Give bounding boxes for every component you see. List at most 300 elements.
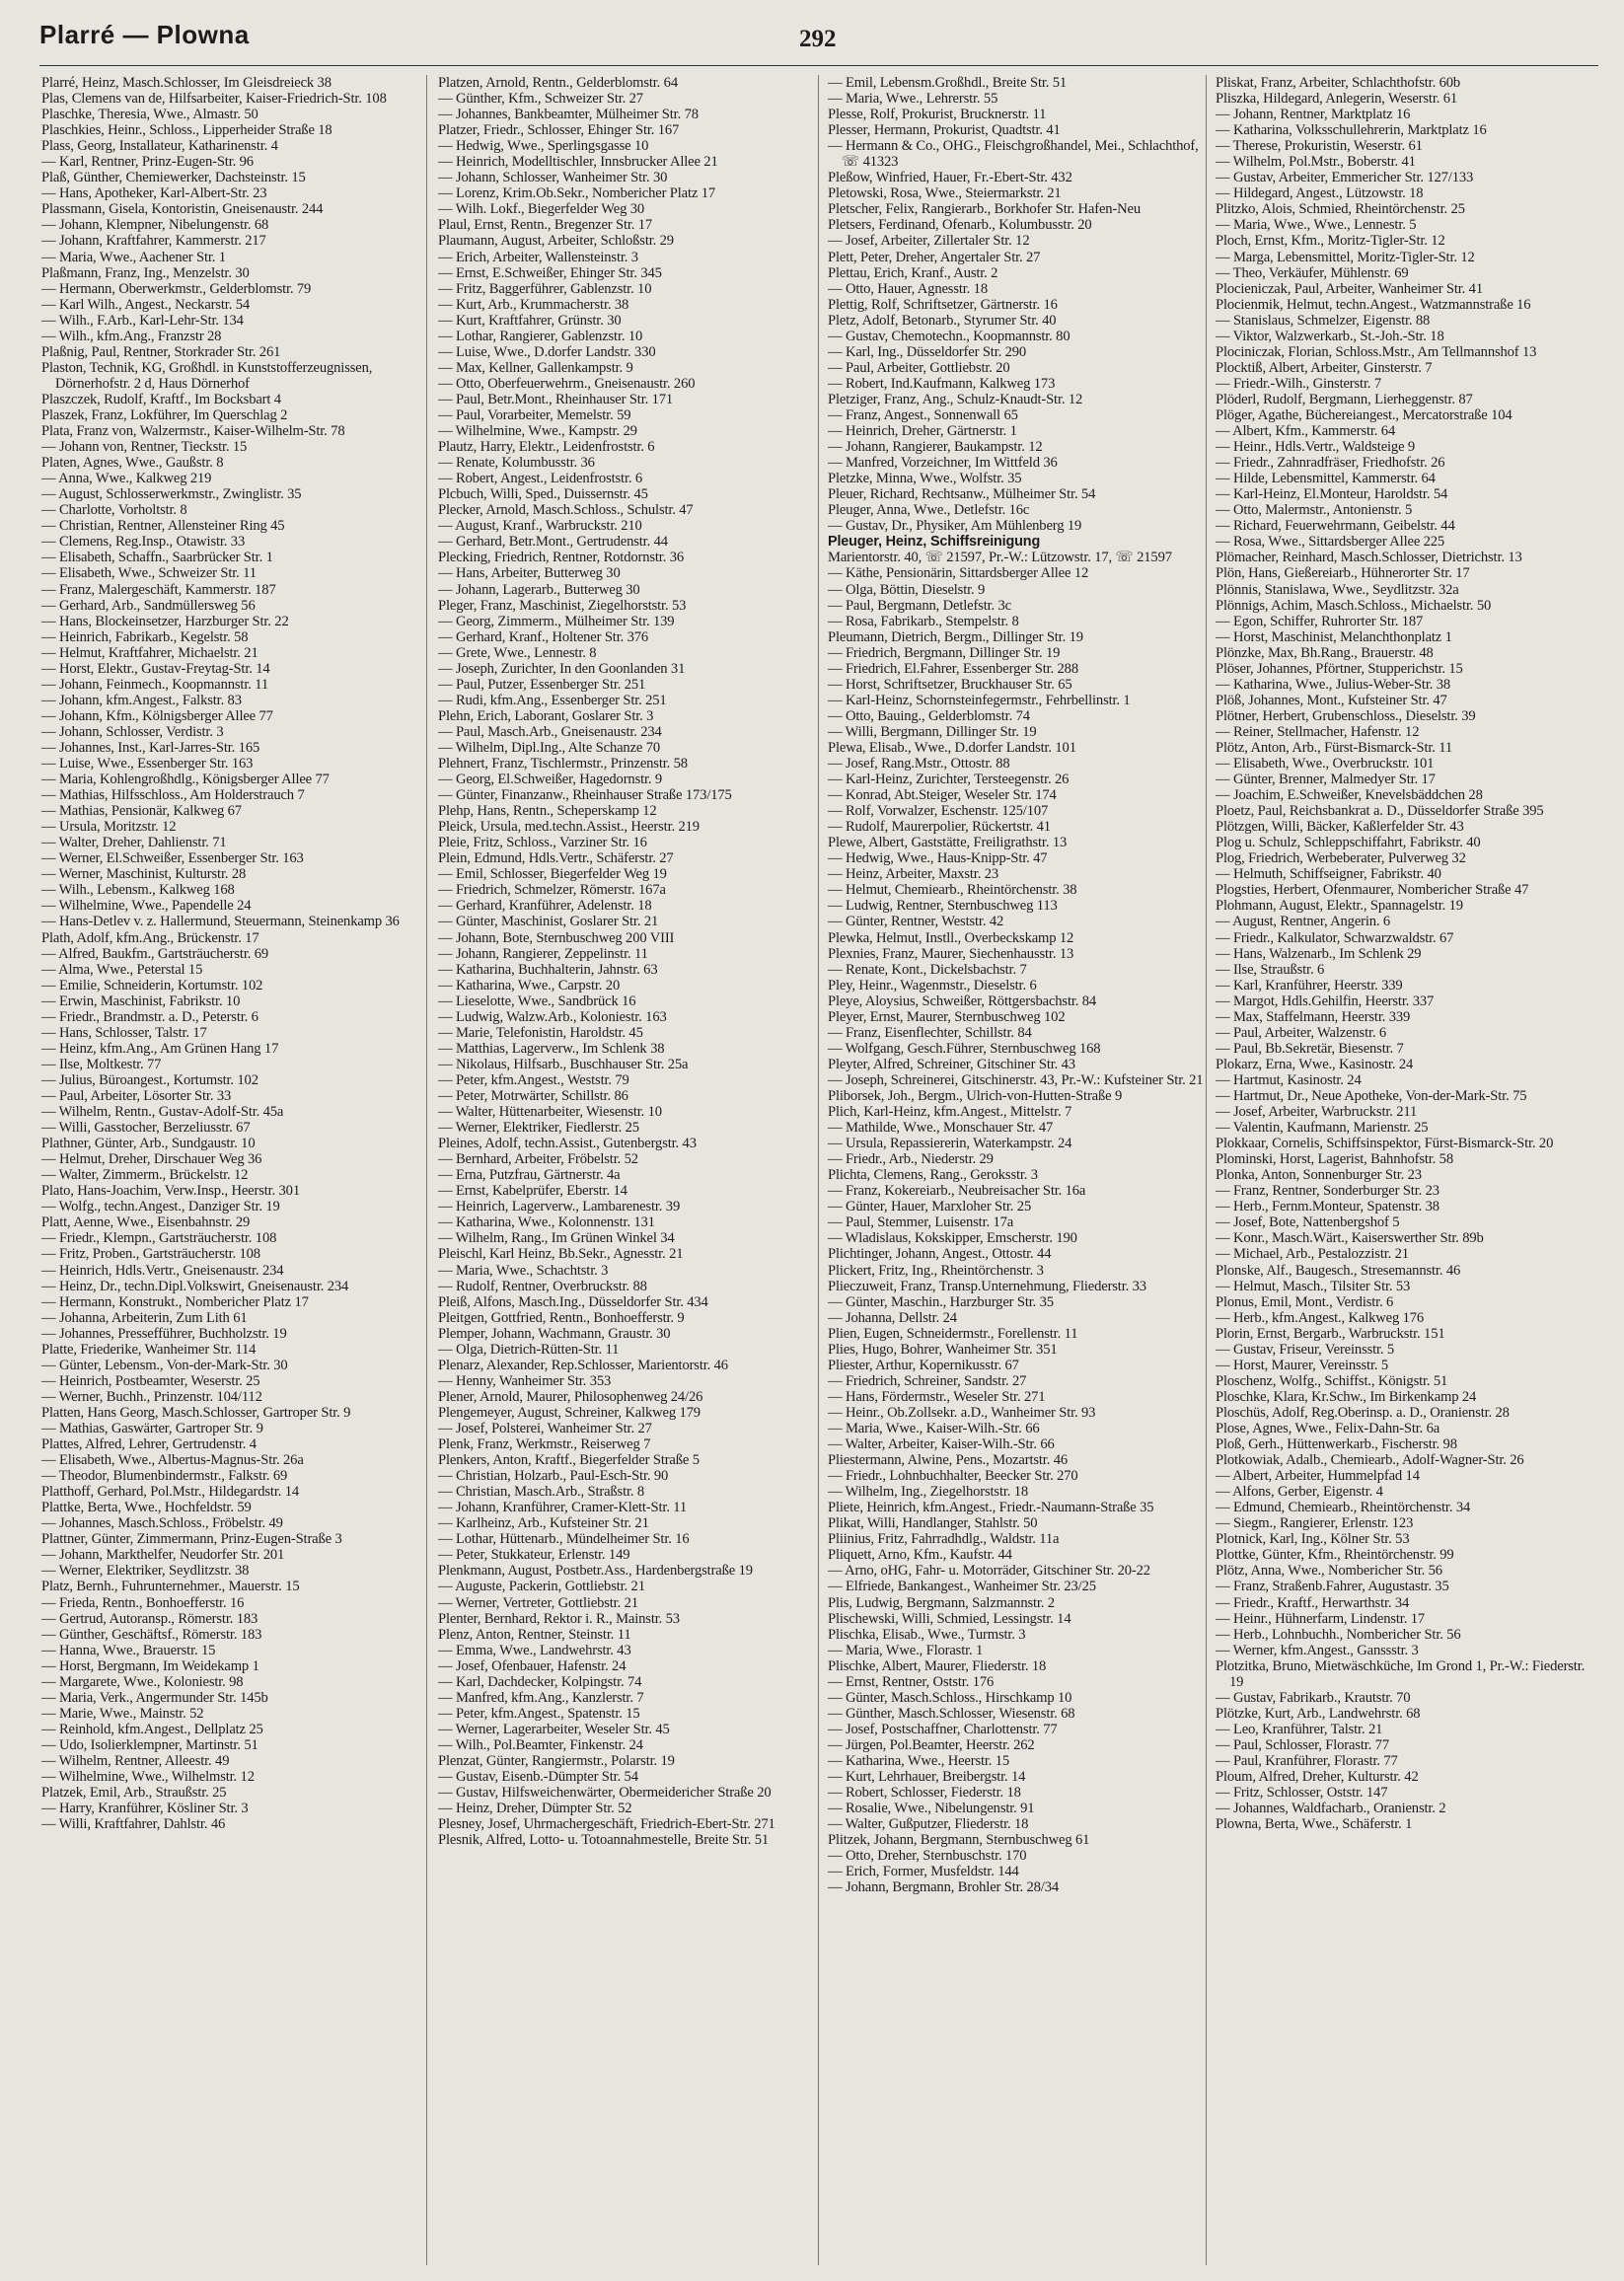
directory-entry: — Georg, El.Schweißer, Hagedornstr. 9	[438, 772, 663, 788]
directory-entry: Plaschkies, Heinr., Schloss., Lipperheider Straße 18	[41, 122, 332, 139]
directory-entry: Plötz, Anton, Arb., Fürst-Bismarck-Str. 11	[1216, 739, 1453, 756]
directory-entry: — Johann, Kranführer, Cramer-Klett-Str. 11	[438, 1500, 688, 1516]
directory-entry: Plaßmann, Franz, Ing., Menzelstr. 30	[41, 264, 250, 281]
directory-entry: — Paul, Arbeiter, Walzenstr. 6	[1216, 1024, 1387, 1041]
directory-entry: — Mathilde, Wwe., Monschauer Str. 47	[828, 1120, 1054, 1137]
directory-entry: — Franz, Kokereiarb., Neubreisacher Str. 16a	[828, 1183, 1086, 1200]
directory-entry: Plehn, Erich, Laborant, Goslarer Str. 3	[438, 707, 654, 724]
directory-entry: — Ernst, E.Schweißer, Ehinger Str. 345	[438, 264, 662, 281]
directory-entry: Plettau, Erich, Kranf., Austr. 2	[828, 264, 998, 281]
directory-entry: — Wilh. Lokf., Biegerfelder Weg 30	[438, 201, 645, 218]
directory-entry: — Gustav, Fabrikarb., Krautstr. 70	[1216, 1689, 1411, 1706]
directory-entry: — Werner, Elektriker, Seydlitzstr. 38	[41, 1563, 250, 1580]
directory-entry: Platt, Aenne, Wwe., Eisenbahnstr. 29	[41, 1214, 251, 1231]
directory-entry: Plato, Hans-Joachim, Verw.Insp., Heerstr. 301	[41, 1183, 300, 1200]
directory-entry: — Fritz, Schlosser, Oststr. 147	[1216, 1785, 1388, 1802]
directory-entry: — Johann, Schlosser, Wanheimer Str. 30	[438, 170, 668, 186]
column-divider	[1206, 75, 1207, 2265]
directory-entry: — Josef, Arbeiter, Warbruckstr. 211	[1216, 1104, 1418, 1121]
directory-entry: — Rosalie, Wwe., Nibelungenstr. 91	[828, 1801, 1035, 1817]
directory-entry: — Renate, Kont., Dickelsbachstr. 7	[828, 961, 1027, 978]
directory-entry: Plohmann, August, Elektr., Spannagelstr. 19	[1216, 898, 1463, 915]
directory-entry: — Günther, Geschäftsf., Römerstr. 183	[41, 1626, 262, 1643]
directory-entry: — Günter, Rentner, Weststr. 42	[828, 914, 1004, 930]
directory-entry: Plowna, Berta, Wwe., Schäferstr. 1	[1216, 1816, 1413, 1833]
directory-entry: — Siegm., Rangierer, Erlenstr. 123	[1216, 1515, 1414, 1532]
directory-entry: — Heinz, Dr., techn.Dipl.Volkswirt, Gneisenaustr. 234	[41, 1278, 349, 1294]
directory-entry: — Josef, Bote, Nattenbergshof 5	[1216, 1214, 1400, 1231]
directory-entry: — Johann, kfm.Angest., Falkstr. 83	[41, 692, 242, 708]
directory-entry: — Gertrud, Autoransp., Römerstr. 183	[41, 1610, 258, 1627]
directory-entry: — Max, Kellner, Gallenkampstr. 9	[438, 359, 633, 376]
directory-entry: — Robert, Angest., Leidenfroststr. 6	[438, 471, 642, 487]
directory-entry: — Otto, Malermstr., Antonienstr. 5	[1216, 502, 1413, 519]
directory-entry: Platzer, Friedr., Schlosser, Ehinger Str. 167	[438, 122, 680, 139]
directory-entry: — Lothar, Rangierer, Gablenzstr. 10	[438, 328, 643, 344]
directory-entry: — Manfred, Vorzeichner, Im Wittfeld 36	[828, 455, 1058, 472]
directory-entry: — Walter, Dreher, Dahlienstr. 71	[41, 835, 227, 851]
directory-entry: — Herb., Lohnbuchh., Nombericher Str. 56	[1216, 1626, 1461, 1643]
directory-entry: — Karl, Rentner, Prinz-Eugen-Str. 96	[41, 154, 254, 171]
directory-entry: — Josef, Rang.Mstr., Ottostr. 88	[828, 756, 1010, 773]
directory-entry: Plesser, Hermann, Prokurist, Quadtstr. 41	[828, 122, 1061, 139]
directory-entry: — Ernst, Kabelprüfer, Eberstr. 14	[438, 1183, 627, 1200]
directory-entry: Pletowski, Rosa, Wwe., Steiermarkstr. 21	[828, 185, 1062, 202]
directory-entry: Plotzitka, Bruno, Mietwäschküche, Im Grond 1, Pr.-W.: Fiederstr. 19	[1216, 1657, 1586, 1690]
directory-entry: Plenter, Bernhard, Rektor i. R., Mainstr. 53	[438, 1610, 680, 1627]
directory-entry: — Georg, Zimmerm., Mülheimer Str. 139	[438, 613, 675, 629]
page-header	[39, 20, 1598, 61]
directory-entry: Plenkers, Anton, Kraftf., Biegerfelder Straße 5	[438, 1452, 700, 1469]
directory-entry: Plocienmik, Helmut, techn.Angest., Watzmannstraße 16	[1216, 296, 1531, 313]
directory-entry: Plitzko, Alois, Schmied, Rheintörchenstr. 25	[1216, 201, 1465, 218]
directory-entry: — Elisabeth, Wwe., Schweizer Str. 11	[41, 565, 257, 582]
directory-entry: Plottke, Günter, Kfm., Rheintörchenstr. 99	[1216, 1547, 1454, 1564]
directory-entry: — Wilhelm, Rentner, Alleestr. 49	[41, 1752, 230, 1769]
directory-entry: — Heinr., Ob.Zollsekr. a.D., Wanheimer Str. 93	[828, 1404, 1096, 1421]
directory-entry: — Paul, Stemmer, Luisenstr. 17a	[828, 1214, 1014, 1231]
directory-entry: — Paul, Betr.Mont., Rheinhauser Str. 171	[438, 391, 674, 407]
directory-entry: — Viktor, Walzwerkarb., St.-Joh.-Str. 18	[1216, 328, 1444, 344]
directory-entry: — Otto, Hauer, Agnesstr. 18	[828, 280, 988, 297]
directory-entry: — Katharina, Wwe., Heerstr. 15	[828, 1752, 1010, 1769]
directory-entry: — Franz, Straßenb.Fahrer, Augustastr. 35	[1216, 1579, 1449, 1595]
directory-entry: Plien, Eugen, Schneidermstr., Forellenstr. 11	[828, 1325, 1078, 1342]
directory-entry: — Johanna, Dellstr. 24	[828, 1309, 957, 1326]
directory-entry: — Manfred, kfm.Ang., Kanzlerstr. 7	[438, 1689, 644, 1706]
directory-entry: Plaul, Ernst, Rentn., Bregenzer Str. 17	[438, 217, 653, 234]
directory-entry: — Maria, Wwe., Florastr. 1	[828, 1642, 984, 1658]
directory-entry: — Werner, Buchh., Prinzenstr. 104/112	[41, 1388, 262, 1405]
directory-entry: Plitzek, Johann, Bergmann, Sternbuschweg 61	[828, 1832, 1090, 1849]
directory-entry: — Albert, Kfm., Kammerstr. 64	[1216, 423, 1396, 440]
directory-entry: — Lothar, Hüttenarb., Mündelheimer Str. 16	[438, 1531, 690, 1548]
directory-entry: — Johann, Bote, Sternbuschweg 200 VIII	[438, 929, 675, 946]
directory-entry: Plogsties, Herbert, Ofenmaurer, Nombericher Straße 47	[1216, 882, 1529, 899]
directory-entry: — Richard, Feuerwehrmann, Geibelstr. 44	[1216, 518, 1455, 535]
directory-entry: — Wilh., Lebensm., Kalkweg 168	[41, 882, 235, 899]
directory-entry: — Werner, Maschinist, Kulturstr. 28	[41, 866, 247, 883]
directory-entry: — Fritz, Baggerführer, Gablenzstr. 10	[438, 280, 652, 297]
directory-entry: — August, Schlosserwerkmstr., Zwinglistr. 35	[41, 486, 302, 503]
directory-entry: Plich, Karl-Heinz, kfm.Angest., Mittelstr. 7	[828, 1104, 1072, 1121]
column-2	[438, 75, 823, 2265]
directory-entry: Plcbuch, Willi, Sped., Duissernstr. 45	[438, 486, 648, 503]
directory-entry: Plenzat, Günter, Rangiermstr., Polarstr. 19	[438, 1752, 675, 1769]
directory-entry: — Ludwig, Rentner, Sternbuschweg 113	[828, 898, 1058, 915]
directory-entry: Platen, Agnes, Wwe., Gaußstr. 8	[41, 455, 224, 472]
directory-entry: Pliszka, Hildegard, Anlegerin, Weserstr. 61	[1216, 91, 1458, 108]
directory-entry: Plönzke, Max, Bh.Rang., Brauerstr. 48	[1216, 644, 1434, 661]
directory-entry: — Peter, kfm.Angest., Spatenstr. 15	[438, 1705, 640, 1722]
directory-entry: — Otto, Dreher, Sternbuschstr. 170	[828, 1848, 1027, 1865]
directory-entry: — Erich, Arbeiter, Wallensteinstr. 3	[438, 249, 638, 265]
directory-entry: Plenk, Franz, Werkmstr., Reiserweg 7	[438, 1436, 651, 1453]
directory-entry: — Lorenz, Krim.Ob.Sekr., Nombericher Platz 17	[438, 185, 715, 202]
directory-entry: — Wolfg., techn.Angest., Danziger Str. 19	[41, 1199, 280, 1215]
directory-entry: — Wilhelm, Rentn., Gustav-Adolf-Str. 45a	[41, 1104, 284, 1121]
directory-entry: Platzen, Arnold, Rentn., Gelderblomstr. 64	[438, 75, 678, 91]
directory-entry: — Kurt, Arb., Krummacherstr. 38	[438, 296, 629, 313]
directory-entry: — Friedr., Kalkulator, Schwarzwaldstr. 67	[1216, 929, 1454, 946]
directory-entry: Plotnick, Karl, Ing., Kölner Str. 53	[1216, 1531, 1410, 1548]
directory-entry: Plichtinger, Johann, Angest., Ottostr. 44	[828, 1246, 1052, 1263]
directory-entry: — Peter, Stukkateur, Erlenstr. 149	[438, 1547, 630, 1564]
directory-entry: — Wilhelm, Pol.Mstr., Boberstr. 41	[1216, 154, 1416, 171]
directory-entry: — Gustav, Hilfsweichenwärter, Obermeidericher Straße 20	[438, 1785, 772, 1802]
directory-entry: Plonske, Alf., Baugesch., Stresemannstr. 46	[1216, 1262, 1461, 1279]
directory-entry: — Elisabeth, Wwe., Albertus-Magnus-Str. 26a	[41, 1452, 304, 1469]
header-rule	[39, 65, 1598, 66]
directory-entry: — Walter, Arbeiter, Kaiser-Wilh.-Str. 66	[828, 1436, 1055, 1453]
directory-entry: Plener, Arnold, Maurer, Philosophenweg 24/26	[438, 1388, 703, 1405]
directory-entry: — August, Kranf., Warbruckstr. 210	[438, 518, 642, 535]
directory-entry: — Hanna, Wwe., Brauerstr. 15	[41, 1642, 216, 1658]
directory-entry: — Horst, Maurer, Vereinsstr. 5	[1216, 1357, 1389, 1373]
directory-entry: — Joachim, E.Schweißer, Knevelsbäddchen 28	[1216, 787, 1483, 804]
directory-entry: Plötzke, Kurt, Arb., Landwehrstr. 68	[1216, 1705, 1421, 1722]
directory-entry: Plexnies, Franz, Maurer, Siechenhausstr. 13	[828, 945, 1074, 962]
directory-entry: — Alma, Wwe., Peterstal 15	[41, 961, 203, 978]
directory-entry: Pletz, Adolf, Betonarb., Styrumer Str. 40	[828, 312, 1057, 329]
directory-entry: Pletzke, Minna, Wwe., Wolfstr. 35	[828, 471, 1022, 487]
directory-entry: Plöser, Johannes, Pförtner, Stupperichstr. 15	[1216, 660, 1463, 677]
directory-entry: Plönnigs, Achim, Masch.Schloss., Michaelstr. 50	[1216, 597, 1492, 614]
directory-entry: — Maria, Wwe., Aachener Str. 1	[41, 249, 226, 265]
directory-entry: — Josef, Arbeiter, Zillertaler Str. 12	[828, 233, 1030, 250]
directory-entry: — Heinrich, Hdls.Vertr., Gneisenaustr. 234	[41, 1262, 284, 1279]
directory-entry: — Peter, kfm.Angest., Weststr. 79	[438, 1071, 629, 1088]
directory-entry: Pleuger, Anna, Wwe., Detlefstr. 16c	[828, 502, 1030, 519]
directory-entry: — Katharina, Wwe., Julius-Weber-Str. 38	[1216, 676, 1451, 693]
directory-entry: Pliborsek, Joh., Bergm., Ulrich-von-Hutten-Straße 9	[828, 1088, 1123, 1104]
directory-entry: Plön, Hans, Gießereiarb., Hühnerorter Str. 17	[1216, 565, 1470, 582]
directory-entry: — Arno, oHG, Fahr- u. Motorräder, Gitschiner Str. 20-22	[828, 1563, 1150, 1580]
running-head: Plarré — Plowna	[39, 20, 250, 49]
directory-entry: — Walter, Gußputzer, Fliederstr. 18	[828, 1816, 1029, 1833]
directory-entry: — Gerhard, Arb., Sandmüllersweg 56	[41, 597, 256, 614]
directory-entry: Ploschenz, Wolfg., Schiffst., Königstr. 51	[1216, 1372, 1448, 1389]
directory-entry: Plickert, Fritz, Ing., Rheintörchenstr. 3	[828, 1262, 1044, 1279]
directory-entry: — Heinrich, Fabrikarb., Kegelstr. 58	[41, 628, 249, 645]
directory-entry: — Werner, Vertreter, Gottliebstr. 21	[438, 1594, 638, 1611]
directory-entry: — Karlheinz, Arb., Kufsteiner Str. 21	[438, 1515, 649, 1532]
directory-entry: Plöderl, Rudolf, Bergmann, Lierheggenstr. 87	[1216, 391, 1473, 407]
directory-entry: Pleger, Franz, Maschinist, Ziegelhorststr. 53	[438, 597, 687, 614]
directory-entry: Pleischl, Karl Heinz, Bb.Sekr., Agnesstr. 21	[438, 1246, 684, 1263]
directory-entry: Plathner, Günter, Arb., Sundgaustr. 10	[41, 1136, 256, 1152]
directory-entry: Ploch, Ernst, Kfm., Moritz-Tigler-Str. 12	[1216, 233, 1445, 250]
directory-entry: — Franz, Angest., Sonnenwall 65	[828, 406, 1018, 423]
directory-entry: — Valentin, Kaufmann, Marienstr. 25	[1216, 1120, 1429, 1137]
directory-entry: — Wolfgang, Gesch.Führer, Sternbuschweg 168	[828, 1040, 1101, 1057]
directory-entry: Plog u. Schulz, Schleppschiffahrt, Fabrikstr. 40	[1216, 835, 1481, 851]
directory-entry: Plenz, Anton, Rentner, Steinstr. 11	[438, 1626, 631, 1643]
directory-entry: — Paul, Kranführer, Florastr. 77	[1216, 1752, 1398, 1769]
directory-entry: — Therese, Prokuristin, Weserstr. 61	[1216, 138, 1423, 155]
directory-entry: Pleuger, Heinz, Schiffsreinigung	[828, 534, 1041, 551]
directory-entry: — Werner, Elektriker, Fiedlerstr. 25	[438, 1120, 639, 1137]
directory-entry: — Hartmut, Dr., Neue Apotheke, Von-der-Mark-Str. 75	[1216, 1088, 1527, 1104]
page-number: 292	[799, 26, 837, 52]
directory-entry: — Paul, Masch.Arb., Gneisenaustr. 234	[438, 723, 662, 740]
directory-entry: — Harry, Kranführer, Kösliner Str. 3	[41, 1801, 249, 1817]
directory-entry: Ploum, Alfred, Dreher, Kulturstr. 42	[1216, 1769, 1419, 1786]
directory-entry: Plischka, Elisab., Wwe., Turmstr. 3	[828, 1626, 1026, 1643]
directory-entry: Plaumann, August, Arbeiter, Schloßstr. 29	[438, 233, 674, 250]
directory-entry: Platthoff, Gerhard, Pol.Mstr., Hildegardstr. 14	[41, 1484, 300, 1501]
directory-entry: — Johann, Kraftfahrer, Kammerstr. 217	[41, 233, 266, 250]
directory-entry: — Wilhelmine, Wwe., Papendelle 24	[41, 898, 252, 915]
directory-entry: — Helmut, Masch., Tilsiter Str. 53	[1216, 1278, 1411, 1294]
directory-entry: — Emilie, Schneiderin, Kortumstr. 102	[41, 977, 263, 993]
directory-entry: — Werner, kfm.Angest., Ganssstr. 3	[1216, 1642, 1419, 1658]
directory-entry: — Willi, Kraftfahrer, Dahlstr. 46	[41, 1816, 226, 1833]
directory-entry: — Franz, Malergeschäft, Kammerstr. 187	[41, 581, 276, 598]
directory-entry: — Marga, Lebensmittel, Moritz-Tigler-Str. 12	[1216, 249, 1475, 265]
directory-entry: — Paul, Bb.Sekretär, Biesenstr. 7	[1216, 1040, 1404, 1057]
directory-entry: — Johann, Lagerarb., Butterweg 30	[438, 581, 640, 598]
directory-entry: Pliete, Heinrich, kfm.Angest., Friedr.-Naumann-Straße 35	[828, 1500, 1154, 1516]
directory-entry: — Heinz, kfm.Ang., Am Grünen Hang 17	[41, 1040, 279, 1057]
directory-entry: — Gustav, Chemotechn., Koopmannstr. 80	[828, 328, 1070, 344]
directory-entry: — Mathias, Pensionär, Kalkweg 67	[41, 803, 242, 820]
column-divider	[818, 75, 819, 2265]
directory-entry: — Robert, Ind.Kaufmann, Kalkweg 173	[828, 375, 1056, 392]
directory-entry: — Michael, Arb., Pestalozzistr. 21	[1216, 1246, 1409, 1263]
directory-entry: — Paul, Schlosser, Florastr. 77	[1216, 1736, 1389, 1753]
directory-entry: — Hermann, Oberwerkmstr., Gelderblomstr. 79	[41, 280, 312, 297]
directory-entry: — Robert, Schlosser, Fiederstr. 18	[828, 1785, 1021, 1802]
directory-entry: Plath, Adolf, kfm.Ang., Brückenstr. 17	[41, 929, 259, 946]
directory-entry: — Johanna, Arbeiterin, Zum Lith 61	[41, 1309, 248, 1326]
directory-entry: Pliquett, Arno, Kfm., Kaufstr. 44	[828, 1547, 1012, 1564]
directory-entry: Plis, Ludwig, Bergmann, Salzmannstr. 2	[828, 1594, 1055, 1611]
directory-entry: — Henny, Wanheimer Str. 353	[438, 1372, 612, 1389]
directory-entry: — Helmut, Dreher, Dirschauer Weg 36	[41, 1151, 262, 1168]
directory-entry: — Karl Wilh., Angest., Neckarstr. 54	[41, 296, 250, 313]
directory-entry: — Elisabeth, Wwe., Overbruckstr. 101	[1216, 756, 1435, 773]
directory-entry: — Leo, Kranführer, Talstr. 21	[1216, 1721, 1383, 1737]
directory-entry: — Hermann, Konstrukt., Nombericher Platz 17	[41, 1293, 309, 1310]
directory-entry: Pleuer, Richard, Rechtsanw., Mülheimer Str. 54	[828, 486, 1096, 503]
directory-entry: — Gerhard, Betr.Mont., Gertrudenstr. 44	[438, 534, 668, 551]
directory-entry: Plecking, Friedrich, Rentner, Rotdornstr. 36	[438, 550, 684, 566]
directory-entry: — Günter, Lebensm., Von-der-Mark-Str. 30	[41, 1357, 288, 1373]
directory-entry: — Bernhard, Arbeiter, Fröbelstr. 52	[438, 1151, 638, 1168]
directory-entry: — Margarete, Wwe., Koloniestr. 98	[41, 1673, 244, 1690]
directory-entry: — Konr., Masch.Wärt., Kaiserswerther Str. 89b	[1216, 1230, 1484, 1247]
directory-entry: — Rudolf, Rentner, Overbruckstr. 88	[438, 1278, 647, 1294]
directory-entry: Pletsers, Ferdinand, Ofenarb., Kolumbusstr. 20	[828, 217, 1092, 234]
directory-entry: — Lieselotte, Wwe., Sandbrück 16	[438, 993, 636, 1009]
directory-entry: — Rosa, Wwe., Sittardsberger Allee 225	[1216, 534, 1445, 551]
directory-entry: — Udo, Isolierklempner, Martinstr. 51	[41, 1736, 258, 1753]
directory-entry: — Anna, Wwe., Kalkweg 219	[41, 471, 212, 487]
directory-entry: — Günter, Finanzanw., Rheinhauser Straße 173/175	[438, 787, 732, 804]
directory-entry: — Theo, Verkäufer, Mühlenstr. 69	[1216, 264, 1409, 281]
directory-entry: — Auguste, Packerin, Gottliebstr. 21	[438, 1579, 645, 1595]
directory-entry: — Friedrich, Bergmann, Dillinger Str. 19	[828, 644, 1061, 661]
directory-entry: Ploß, Gerh., Hüttenwerkarb., Fischerstr. 98	[1216, 1436, 1457, 1453]
directory-entry: — Alfred, Baukfm., Gartsträucherstr. 69	[41, 945, 269, 962]
directory-entry: Plenarz, Alexander, Rep.Schlosser, Marientorstr. 46	[438, 1357, 728, 1373]
directory-entry: Plöß, Johannes, Mont., Kufsteiner Str. 47	[1216, 692, 1447, 708]
directory-entry: — Helmut, Chemiearb., Rheintörchenstr. 38	[828, 882, 1077, 899]
directory-entry: — Hans-Detlev v. z. Hallermund, Steuermann, Steinenkamp 36	[41, 914, 400, 930]
directory-entry: — Frieda, Rentn., Bonhoefferstr. 16	[41, 1594, 245, 1611]
directory-entry: — Josef, Polsterei, Wanheimer Str. 27	[438, 1420, 652, 1436]
directory-entry: Plata, Franz von, Walzermstr., Kaiser-Wilhelm-Str. 78	[41, 423, 345, 440]
directory-entry: — Nikolaus, Hilfsarb., Buschhauser Str. 25a	[438, 1056, 689, 1072]
directory-entry: Plies, Hugo, Bohrer, Wanheimer Str. 351	[828, 1341, 1058, 1358]
directory-entry: — Matthias, Lagerverw., Im Schlenk 38	[438, 1040, 665, 1057]
directory-entry: — Hans, Fördermstr., Weseler Str. 271	[828, 1388, 1046, 1405]
directory-entry: — Ilse, Moltkestr. 77	[41, 1056, 162, 1072]
directory-entry: Plötzgen, Willi, Bäcker, Kaßlerfelder Str. 43	[1216, 819, 1464, 836]
directory-entry: Plonus, Emil, Mont., Verdistr. 6	[1216, 1293, 1394, 1310]
directory-entry: Plaßnig, Paul, Rentner, Storkrader Str. 261	[41, 343, 281, 360]
directory-entry: Pleines, Adolf, techn.Assist., Gutenbergstr. 43	[438, 1136, 697, 1152]
directory-entry: — Jürgen, Pol.Beamter, Heerstr. 262	[828, 1736, 1035, 1753]
directory-entry: Ploschke, Klara, Kr.Schw., Im Birkenkamp 24	[1216, 1388, 1477, 1405]
directory-entry: — Johannes, Masch.Schloss., Fröbelstr. 49	[41, 1515, 283, 1532]
directory-entry: — Wilh., F.Arb., Karl-Lehr-Str. 134	[41, 312, 244, 329]
directory-entry: — Wilhelm, Rang., Im Grünen Winkel 34	[438, 1230, 675, 1247]
directory-entry: — Willi, Bergmann, Dillinger Str. 19	[828, 723, 1037, 740]
column-divider	[426, 75, 427, 2265]
directory-entry: — Friedr., Arb., Niederstr. 29	[828, 1151, 994, 1168]
directory-entry: — Luise, Wwe., D.dorfer Landstr. 330	[438, 343, 656, 360]
directory-entry: — Stanislaus, Schmelzer, Eigenstr. 88	[1216, 312, 1431, 329]
directory-entry: — Maria, Wwe., Lehrerstr. 55	[828, 91, 998, 108]
directory-entry: — Hans, Blockeinsetzer, Harzburger Str. 22	[41, 613, 289, 629]
directory-entry: — Herb., Fernm.Monteur, Spatenstr. 38	[1216, 1199, 1439, 1215]
directory-entry: Plischke, Albert, Maurer, Fliederstr. 18	[828, 1657, 1047, 1674]
directory-entry: — Wilh., Pol.Beamter, Finkenstr. 24	[438, 1736, 643, 1753]
directory-entry: Platz, Bernh., Fuhrunternehmer., Mauerstr. 15	[41, 1579, 300, 1595]
directory-entry: — Günter, Brenner, Malmedyer Str. 17	[1216, 772, 1436, 788]
directory-entry: — Wilhelmine, Wwe., Wilhelmstr. 12	[41, 1769, 255, 1786]
directory-entry: — Maria, Kohlengroßhdlg., Königsberger Allee 77	[41, 772, 330, 788]
directory-entry: — Willi, Gasstocher, Berzeliusstr. 67	[41, 1120, 251, 1137]
directory-entry: Plötner, Herbert, Grubenschloss., Dieselstr. 39	[1216, 707, 1476, 724]
directory-entry: — Gustav, Eisenb.-Dümpter Str. 54	[438, 1769, 638, 1786]
directory-entry: — Alfons, Gerber, Eigenstr. 4	[1216, 1484, 1383, 1501]
directory-entry: — Werner, Lagerarbeiter, Weseler Str. 45	[438, 1721, 670, 1737]
directory-entry: Ploetz, Paul, Reichsbankrat a. D., Düsseldorfer Straße 395	[1216, 803, 1544, 820]
directory-entry: — Ursula, Moritzstr. 12	[41, 819, 177, 836]
directory-entry: Plokkaar, Cornelis, Schiffsinspektor, Fürst-Bismarck-Str. 20	[1216, 1136, 1554, 1152]
directory-entry: — Charlotte, Vorholtstr. 8	[41, 502, 187, 519]
directory-entry: — Clemens, Reg.Insp., Otawistr. 33	[41, 534, 246, 551]
directory-entry: — Hermann & Co., OHG., Fleischgroßhandel, Mei., Schlachthof, ☏ 41323	[828, 138, 1199, 171]
directory-entry: — Rolf, Vorwalzer, Eschenstr. 125/107	[828, 803, 1049, 820]
directory-entry: — Heinr., Hdls.Vertr., Waldsteige 9	[1216, 439, 1416, 456]
directory-entry: Plattke, Berta, Wwe., Hochfeldstr. 59	[41, 1500, 252, 1516]
directory-entry: Plett, Peter, Dreher, Angertaler Str. 27	[828, 249, 1041, 265]
directory-entry: — Johann, Markthelfer, Neudorfer Str. 201	[41, 1547, 285, 1564]
directory-entry: — Emil, Schlosser, Biegerfelder Weg 19	[438, 866, 667, 883]
directory-entry: Plaschke, Theresia, Wwe., Almastr. 50	[41, 107, 258, 123]
directory-entry: Pley, Heinr., Wagenmstr., Dieselstr. 6	[828, 977, 1037, 993]
directory-entry: — Gustav, Friseur, Vereinsstr. 5	[1216, 1341, 1395, 1358]
directory-entry: — Friedr., Kraftf., Herwarthstr. 34	[1216, 1594, 1410, 1611]
directory-entry: Plociniczak, Florian, Schloss.Mstr., Am Tellmannshof 13	[1216, 343, 1537, 360]
directory-entry: — Erna, Putzfrau, Gärtnerstr. 4a	[438, 1167, 621, 1184]
directory-entry: — Wilh., kfm.Ang., Franzstr 28	[41, 328, 222, 344]
directory-entry: — Johannes, Inst., Karl-Jarres-Str. 165	[41, 739, 260, 756]
directory-entry: — Hans, Walzenarb., Im Schlenk 29	[1216, 945, 1422, 962]
directory-entry: — Olga, Dietrich-Rütten-Str. 11	[438, 1341, 620, 1358]
column-1	[41, 75, 426, 2265]
directory-entry: — Käthe, Pensionärin, Sittardsberger Allee 12	[828, 565, 1089, 582]
directory-entry: Plönnis, Stanislawa, Wwe., Seydlitzstr. 32a	[1216, 581, 1459, 598]
directory-entry: Plaß, Günther, Chemiewerker, Dachsteinstr. 15	[41, 170, 306, 186]
directory-entry: — Erich, Former, Musfeldstr. 144	[828, 1864, 1019, 1880]
directory-entry: — Paul, Arbeiter, Gottliebstr. 20	[828, 359, 1010, 376]
directory-entry: Pleyer, Ernst, Maurer, Sternbuschweg 102	[828, 1008, 1066, 1025]
directory-entry: — Paul, Bergmann, Detlefstr. 3c	[828, 597, 1011, 614]
directory-entry: — Werner, El.Schweißer, Essenberger Str. 163	[41, 850, 304, 867]
directory-entry: Plose, Agnes, Wwe., Felix-Dahn-Str. 6a	[1216, 1420, 1440, 1436]
directory-entry: — Paul, Arbeiter, Lösorter Str. 33	[41, 1088, 232, 1104]
directory-entry: — Elfriede, Bankangest., Wanheimer Str. 23/25	[828, 1579, 1096, 1595]
directory-entry: — Gerhard, Kranf., Holtener Str. 376	[438, 628, 649, 645]
directory-entry: — Olga, Böttin, Dieselstr. 9	[828, 581, 986, 598]
directory-entry: — Friedr., Lohnbuchhalter, Beecker Str. 270	[828, 1468, 1078, 1485]
directory-entry: Plichta, Clemens, Rang., Geroksstr. 3	[828, 1167, 1038, 1184]
directory-entry: Plewka, Helmut, Instll., Overbeckskamp 12	[828, 929, 1074, 946]
directory-entry: Plemper, Johann, Wachmann, Graustr. 30	[438, 1325, 671, 1342]
directory-entry: — Christian, Masch.Arb., Straßstr. 8	[438, 1484, 645, 1501]
directory-entry: — Marie, Telefonistin, Haroldstr. 45	[438, 1024, 643, 1041]
directory-entry: Plocieniczak, Paul, Arbeiter, Wanheimer Str. 41	[1216, 280, 1483, 297]
directory-entry: Plehp, Hans, Rentn., Scheperskamp 12	[438, 803, 657, 820]
directory-entry: Platten, Hans Georg, Masch.Schlosser, Gartroper Str. 9	[41, 1404, 351, 1421]
directory-entry: Plassmann, Gisela, Kontoristin, Gneisenaustr. 244	[41, 201, 324, 218]
directory-entry: — Otto, Bauing., Gelderblomstr. 74	[828, 707, 1030, 724]
directory-entry: — Walter, Hüttenarbeiter, Wiesenstr. 10	[438, 1104, 662, 1121]
directory-entry: — Albert, Arbeiter, Hummelpfad 14	[1216, 1468, 1420, 1485]
directory-entry: Plein, Edmund, Hdls.Vertr., Schäferstr. 27	[438, 850, 674, 867]
directory-entry: — Max, Staffelmann, Heerstr. 339	[1216, 1008, 1411, 1025]
directory-entry: — Wilhelmine, Wwe., Kampstr. 29	[438, 423, 637, 440]
directory-entry: — Friedr., Brandmstr. a. D., Peterstr. 6	[41, 1008, 258, 1025]
directory-entry: Plettig, Rolf, Schriftsetzer, Gärtnerstr. 16	[828, 296, 1058, 313]
directory-entry: — Johann, Rangierer, Zeppelinstr. 11	[438, 945, 648, 962]
directory-entry: — Rudolf, Maurerpolier, Rückertstr. 41	[828, 819, 1051, 836]
